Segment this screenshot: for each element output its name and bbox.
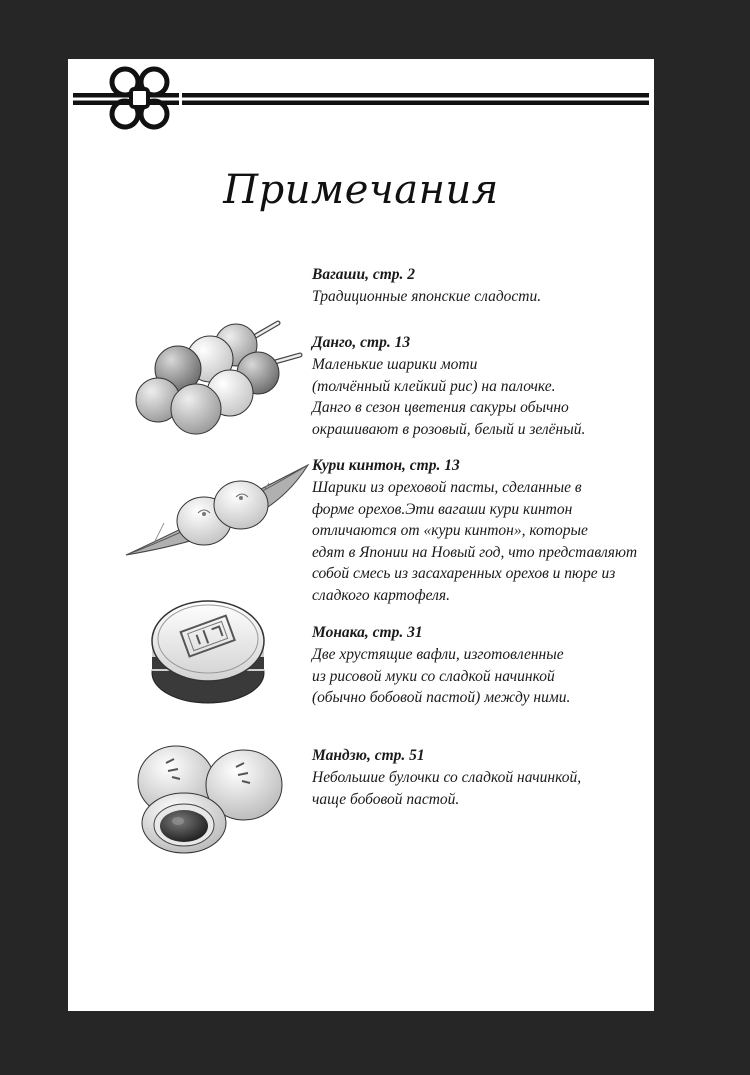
note-text-line: чаще бобовой пастой. xyxy=(312,790,460,808)
kuri-kinton-illustration xyxy=(124,463,310,563)
note-text-line: форме орехов.Эти вагаши кури кинтон xyxy=(312,500,573,518)
note-text-line: Данго в сезон цветения сакуры обычно xyxy=(312,399,569,417)
manju-illustration xyxy=(132,737,302,857)
notes-page xyxy=(68,59,654,1011)
note-dango xyxy=(312,332,585,440)
knot-crest-icon xyxy=(102,69,182,127)
note-text-line: из рисовой муки со сладкой начинкой xyxy=(312,667,555,685)
note-text-line: окрашивают в розовый, белый и зелёный. xyxy=(312,420,586,438)
note-wagashi xyxy=(312,264,541,308)
note-text-line: Две хрустящие вафли, изготовленные xyxy=(312,646,564,663)
note-monaka xyxy=(312,622,570,709)
note-text-line: (толчённый клейкий рис) на палочке. xyxy=(312,377,556,395)
header-ornament xyxy=(68,59,654,139)
note-text-line: Маленькие шарики моти xyxy=(312,356,478,373)
note-text-line: Небольшие булочки со сладкой начинкой, xyxy=(312,769,582,786)
page-title: Примечания xyxy=(223,167,499,213)
note-kuri-kinton xyxy=(312,455,637,607)
note-heading: Монака, стр. 31 xyxy=(312,624,423,641)
note-text-line: сладкого картофеля. xyxy=(312,586,450,604)
monaka-illustration xyxy=(150,595,270,707)
note-text-line: едят в Японии на Новый год, что представляют xyxy=(312,543,638,561)
note-text-line: отличаются от «кури кинтон», которые xyxy=(312,522,588,540)
dango-illustration xyxy=(130,317,310,437)
note-text-line: Шарики из ореховой пасты, сделанные в xyxy=(312,479,582,496)
note-text-line: собой смесь из засахаренных орехов и пюре из xyxy=(312,565,616,583)
note-manju xyxy=(312,745,581,810)
note-text-line: (обычно бобовой пастой) между ними. xyxy=(312,689,571,707)
note-heading: Вагаши, стр. 2 xyxy=(312,266,416,283)
note-heading: Мандзю, стр. 51 xyxy=(312,747,425,764)
note-heading: Кури кинтон, стр. 13 xyxy=(312,457,460,474)
note-heading: Данго, стр. 13 xyxy=(312,334,411,351)
note-text-line: Традиционные японские сладости. xyxy=(312,288,542,305)
